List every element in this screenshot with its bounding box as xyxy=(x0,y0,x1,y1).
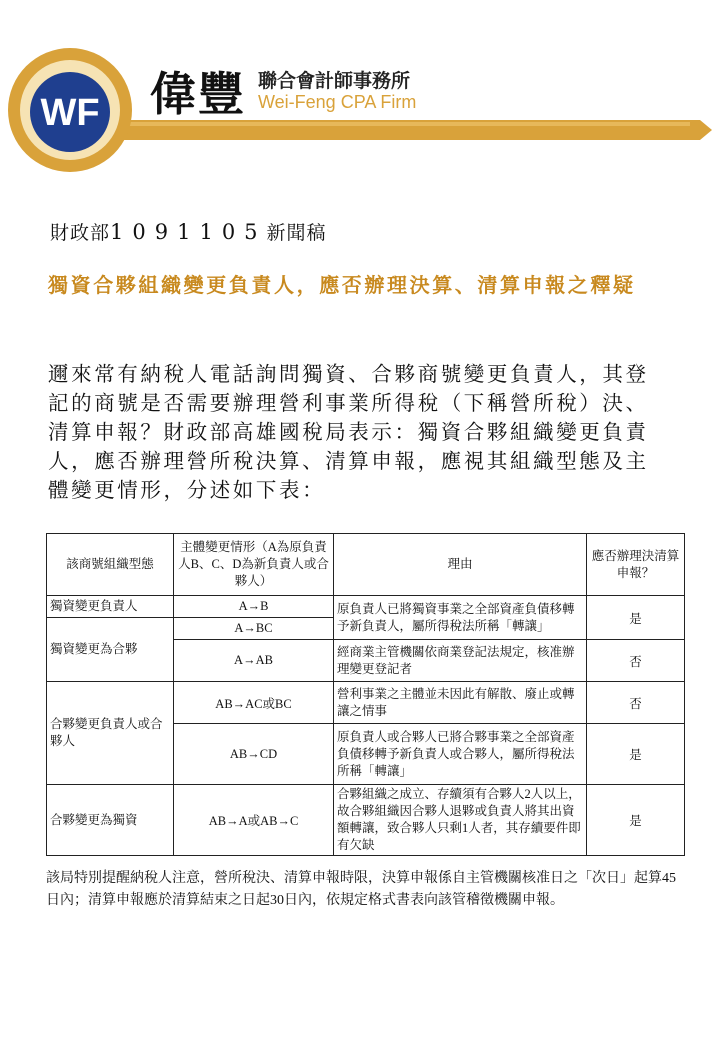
cell-answer: 否 xyxy=(587,682,685,724)
cell-change: AB→AC或BC xyxy=(174,682,334,724)
cell-reason: 經商業主管機關依商業登記法規定，核准辦理變更登記者 xyxy=(334,640,587,682)
cell-change: AB→A或AB→C xyxy=(174,785,334,856)
article-title: 獨資合夥組織變更負責人，應否辦理決算、清算申報之釋疑 xyxy=(48,273,636,297)
cell-reason: 原負責人已將獨資事業之全部資產負債移轉予新負責人，屬所得稅法所稱「轉讓」 xyxy=(334,596,587,640)
cell-type: 獨資變更負責人 xyxy=(47,596,174,618)
press-suffix: 新聞稿 xyxy=(266,222,327,244)
rules-table xyxy=(46,533,685,856)
table-row xyxy=(47,682,685,724)
footer-note: 該局特別提醒納稅人注意，營所稅決、清算申報時限，決算申報係自主管機關核准日之「次日」起算45日內；清算申報應於清算結束之日起30日內，依規定格式書表向該管稽徵機關申報。 xyxy=(46,871,676,908)
firm-name-cn: 聯合會計師事務所 xyxy=(258,70,411,92)
cell-change: AB→CD xyxy=(174,724,334,785)
cell-change: A→AB xyxy=(174,640,334,682)
table-header-row xyxy=(47,534,685,596)
firm-name-en: Wei-Feng CPA Firm xyxy=(258,92,417,112)
cell-type: 合夥變更為獨資 xyxy=(47,785,174,856)
cell-type: 合夥變更負責人或合夥人 xyxy=(47,682,174,785)
letterhead xyxy=(0,0,720,190)
cell-reason: 原負責人或合夥人已將合夥事業之全部資產負債移轉予新負責人或合夥人，屬所得稅法所稱「轉讓」 xyxy=(334,724,587,785)
cell-type: 獨資變更為合夥 xyxy=(47,618,174,682)
brand-name: 偉豐 xyxy=(150,67,246,121)
cell-change: A→B xyxy=(174,596,334,618)
intro-paragraph: 邇來常有納稅人電話詢問獨資、合夥商號變更負責人，其登記的商號是否需要辦理營利事業所得稅（下稱營所稅）決、清算申報？財政部高雄國稅局表示：獨資合夥組織變更負責人，應否辦理營所稅決算、清算申報，應視其組織型態及主體變更情形，分述如下表： xyxy=(48,362,649,502)
cell-answer: 是 xyxy=(587,724,685,785)
table-row xyxy=(47,785,685,856)
header-change: 主體變更情形（A為原負責人B、C、D為新負責人或合夥人） xyxy=(174,534,334,596)
table-row xyxy=(47,596,685,618)
cell-answer: 是 xyxy=(587,785,685,856)
cell-change: A→BC xyxy=(174,618,334,640)
press-prefix: 財政部 xyxy=(50,222,111,244)
logo-letters: WF xyxy=(40,92,100,134)
header-required: 應否辦理決清算申報？ xyxy=(587,534,685,596)
press-number: 1091105 xyxy=(110,220,267,244)
cell-answer: 是 xyxy=(587,596,685,640)
cell-reason: 營利事業之主體並未因此有解散、廢止或轉讓之情事 xyxy=(334,682,587,724)
header-reason: 理由 xyxy=(334,534,587,596)
press-release-line xyxy=(50,218,327,245)
cell-reason: 合夥組織之成立、存續須有合夥人2人以上，故合夥組織因合夥人退夥或負責人將其出資額轉讓，致合夥人只剩1人者，其存續要件即有欠缺 xyxy=(334,785,587,856)
cell-answer: 否 xyxy=(587,640,685,682)
header-org-type: 該商號組織型態 xyxy=(47,534,174,596)
